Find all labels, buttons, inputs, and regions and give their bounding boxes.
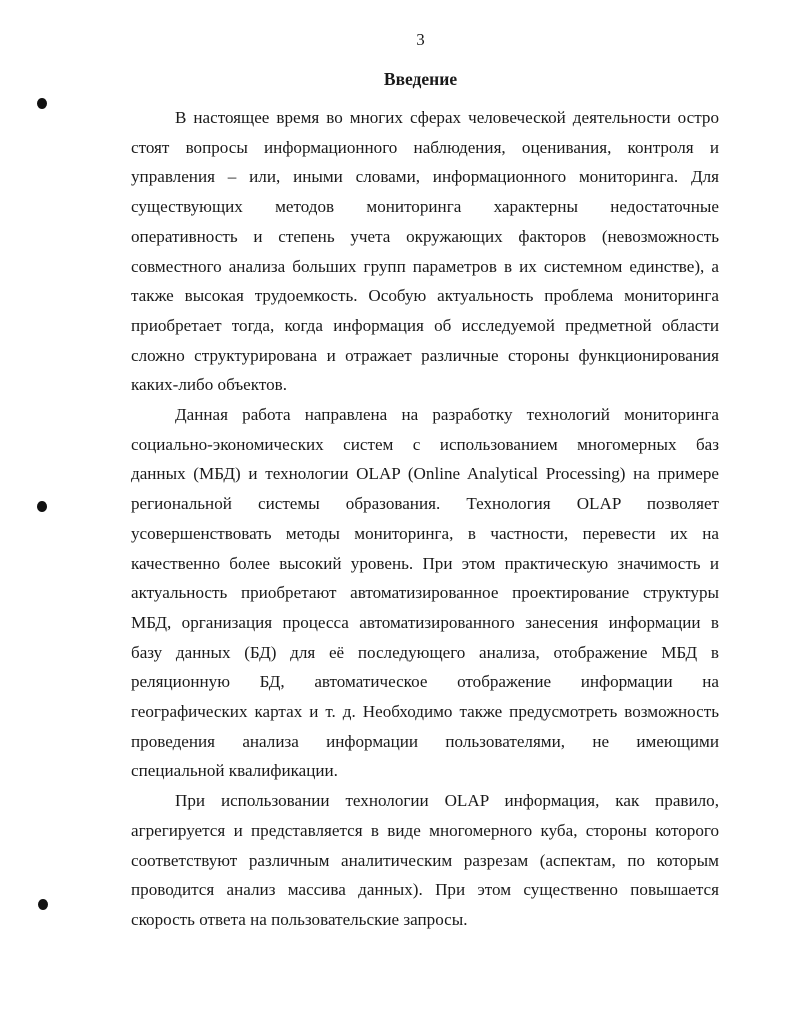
text-line: управления – или, иными словами, информационного мониторинга. Для — [131, 167, 719, 187]
text-line: географических картах и т. д. Необходимо также предусмотреть возможность — [131, 702, 719, 722]
paragraph — [131, 786, 719, 935]
text-line: сложно структурирована и отражает различные стороны функционирования — [131, 345, 719, 365]
text-line: каких-либо объектов. — [131, 375, 287, 395]
text-line: данных (МБД) и технологии OLAP (Online Analytical Processing) на примере — [131, 464, 719, 484]
text-line: специальной квалификации. — [131, 761, 338, 781]
text-line: реляционную БД, автоматическое отображение информации на — [131, 672, 719, 692]
punch-hole-mark-middle — [37, 501, 47, 512]
text-line: также высокая трудоемкость. Особую актуальность проблема мониторинга — [131, 286, 719, 306]
text-line: актуальность приобретают автоматизированное проектирование структуры — [131, 583, 719, 603]
paragraph — [131, 400, 719, 786]
body-text — [131, 103, 719, 935]
text-line: совместного анализа больших групп параметров в их системном единстве), а — [131, 256, 719, 276]
text-line: При использовании технологии OLAP информация, как правило, — [175, 791, 719, 811]
text-line: оперативность и степень учета окружающих факторов (невозможность — [131, 226, 719, 246]
text-line: качественно более высокий уровень. При этом практическую значимость и — [131, 553, 719, 573]
text-line: Данная работа направлена на разработку технологий мониторинга — [175, 405, 719, 425]
text-line: скорость ответа на пользовательские запросы. — [131, 909, 468, 929]
punch-hole-mark-top — [37, 98, 47, 109]
text-line: базу данных (БД) для её последующего анализа, отображение МБД в — [131, 642, 719, 662]
text-line: проводится анализ массива данных). При этом существенно повышается — [131, 880, 719, 900]
text-line: МБД, организация процесса автоматизированного занесения информации в — [131, 612, 719, 632]
text-line: существующих методов мониторинга характерны недостаточные — [131, 197, 719, 217]
punch-hole-mark-bottom — [38, 899, 48, 910]
text-line: соответствуют различным аналитическим разрезам (аспектам, по которым — [131, 850, 719, 870]
page-title: Введение — [383, 69, 458, 89]
text-line: приобретает тогда, когда информация об исследуемой предметной области — [131, 315, 719, 335]
paragraph — [131, 103, 719, 400]
text-line: проведения анализа информации пользователями, не имеющими — [131, 731, 719, 751]
text-line: агрегируется и представляется в виде многомерного куба, стороны которого — [131, 820, 719, 840]
text-line: усовершенствовать методы мониторинга, в частности, перевести их на — [131, 523, 719, 543]
text-line: стоят вопросы информационного наблюдения, оценивания, контроля и — [131, 137, 719, 157]
text-line: региональной системы образования. Технология OLAP позволяет — [131, 494, 719, 514]
text-line: В настоящее время во многих сферах человеческой деятельности остро — [175, 108, 719, 127]
text-line: социально-экономических систем с использованием многомерных баз — [131, 434, 719, 454]
page-number: 3 — [416, 30, 425, 49]
